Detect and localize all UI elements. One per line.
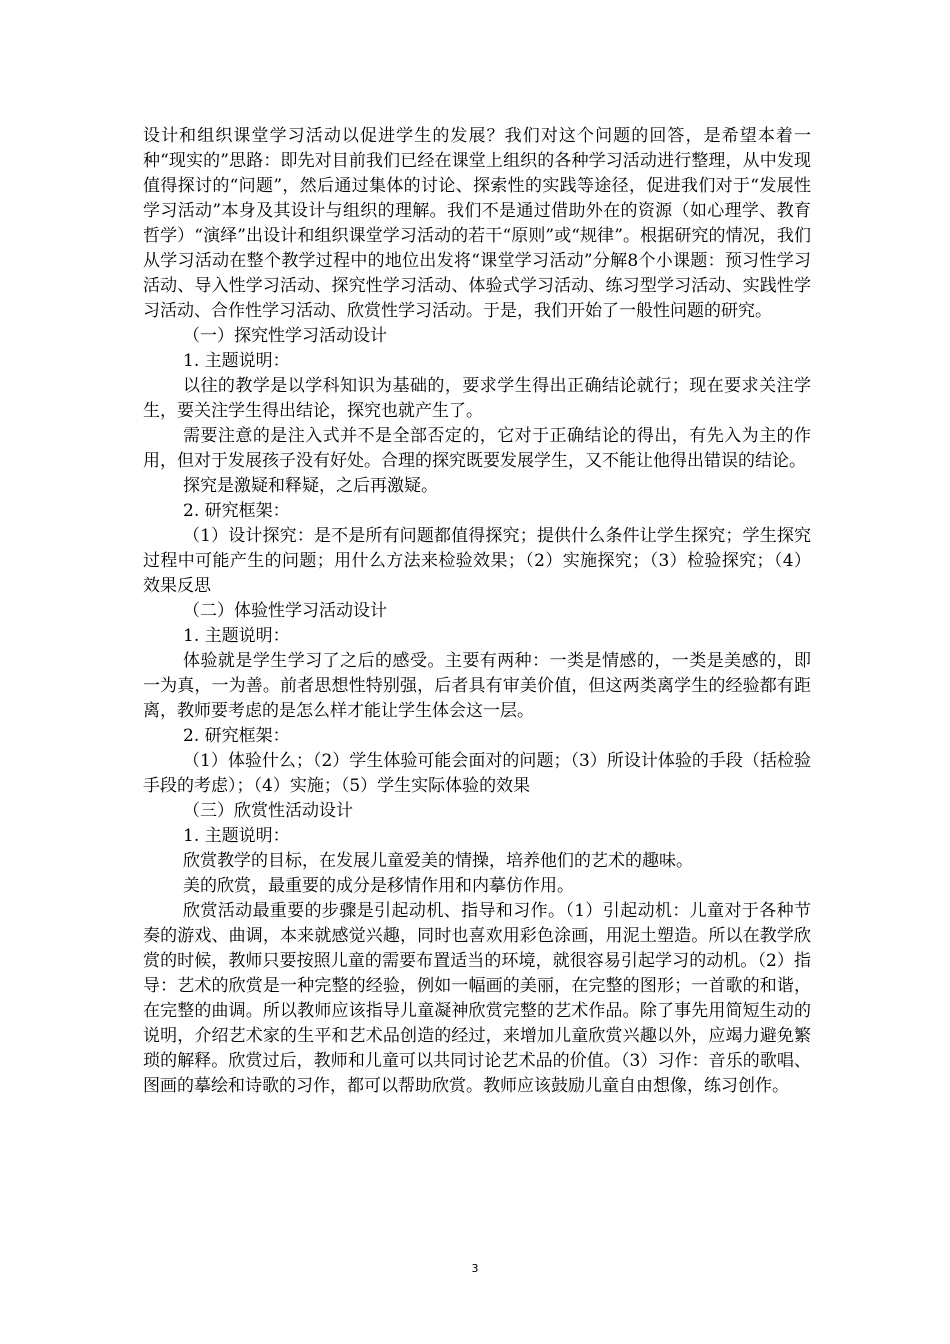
- subheading-theme-1: 1. 主题说明：: [183, 351, 290, 371]
- paragraph-4: 探究是激疑和释疑，之后再激疑。: [183, 476, 438, 496]
- paragraph-8: 欣赏教学的目标，在发展儿童爱美的情操，培养他们的艺术的趣味。: [183, 851, 693, 871]
- paragraph-1: 设计和组织课堂学习活动以促进学生的发展？我们对这个问题的回答，是希望本着一种“现实的”思路：即先对目前我们已经在课堂上组织的各种学习活动进行整理，从中发现值得探讨的“问题”，然后通过集体的讨论、探索性的实践等途径，促进我们对于“发展性学习活动”本身及其设计与组织的理解。我们不是通过借助外在的资源（如心理学、教育哲学）“演绎”出设计和组织课堂学习活动的若干“原则”或“规律”。根据研究的情况，我们从学习活动在整个教学过程中的地位出发将“课堂学习活动”分解8个小课题：预习性学习活动、导入性学习活动、探究性学习活动、体验式学习活动、练习型学习活动、实践性学习活动、合作性学习活动、欣赏性学习活动。于是，我们开始了一般性问题的研究。: [143, 126, 811, 321]
- section-heading-1: （一）探究性学习活动设计: [183, 326, 387, 346]
- paragraph-2: 以往的教学是以学科知识为基础的，要求学生得出正确结论就行；现在要求关注学生，要关注学生得出结论，探究也就产生了。: [143, 376, 811, 421]
- paragraph-10: 欣赏活动最重要的步骤是引起动机、指导和习作。（1）引起动机：儿童对于各种节奏的游戏、曲调，本来就感觉兴趣，同时也喜欢用彩色涂画，用泥土塑造。所以在教学欣赏的时候，教师只要按照儿童的需要布置适当的环境，就很容易引起学习的动机。（2）指导：艺术的欣赏是一种完整的经验，例如一幅画的美丽，在完整的图形；一首歌的和谐，在完整的曲调。所以教师应该指导儿童凝神欣赏完整的艺术作品。除了事先用简短生动的说明，介绍艺术家的生平和艺术品创造的经过，来增加儿童欣赏兴趣以外，应竭力避免繁琐的解释。欣赏过后，教师和儿童可以共同讨论艺术品的价值。（3）习作：音乐的歌唱、图画的摹绘和诗歌的习作，都可以帮助欣赏。教师应该鼓励儿童自由想像，练习创作。: [143, 901, 811, 1096]
- paragraph-6: 体验就是学生学习了之后的感受。主要有两种：一类是情感的，一类是美感的，即一为真，一为善。前者思想性特别强，后者具有审美价值，但这两类离学生的经验都有距离，教师要考虑的是怎么样才能让学生体会这一层。: [143, 651, 811, 721]
- subheading-theme-3: 1. 主题说明：: [183, 826, 290, 846]
- document-body: [143, 124, 811, 1099]
- section-heading-2: （二）体验性学习活动设计: [183, 601, 387, 621]
- paragraph-3: 需要注意的是注入式并不是全部否定的，它对于正确结论的得出，有先入为主的作用，但对于发展孩子没有好处。合理的探究既要发展学生，又不能让他得出错误的结论。: [143, 426, 811, 471]
- subheading-framework-1: 2. 研究框架：: [183, 501, 290, 521]
- subheading-framework-2: 2. 研究框架：: [183, 726, 290, 746]
- paragraph-5: （1）设计探究：是不是所有问题都值得探究；提供什么条件让学生探究；学生探究过程中可能产生的问题；用什么方法来检验效果；（2）实施探究；（3）检验探究；（4）效果反思: [143, 526, 811, 596]
- paragraph-7: （1）体验什么；（2）学生体验可能会面对的问题；（3）所设计体验的手段（括检验手段的考虑）；（4）实施；（5）学生实际体验的效果: [143, 751, 811, 796]
- section-heading-3: （三）欣赏性活动设计: [183, 801, 353, 821]
- paragraph-9: 美的欣赏，最重要的成分是移情作用和内摹仿作用。: [183, 876, 574, 896]
- page-number: 3: [471, 1262, 479, 1275]
- subheading-theme-2: 1. 主题说明：: [183, 626, 290, 646]
